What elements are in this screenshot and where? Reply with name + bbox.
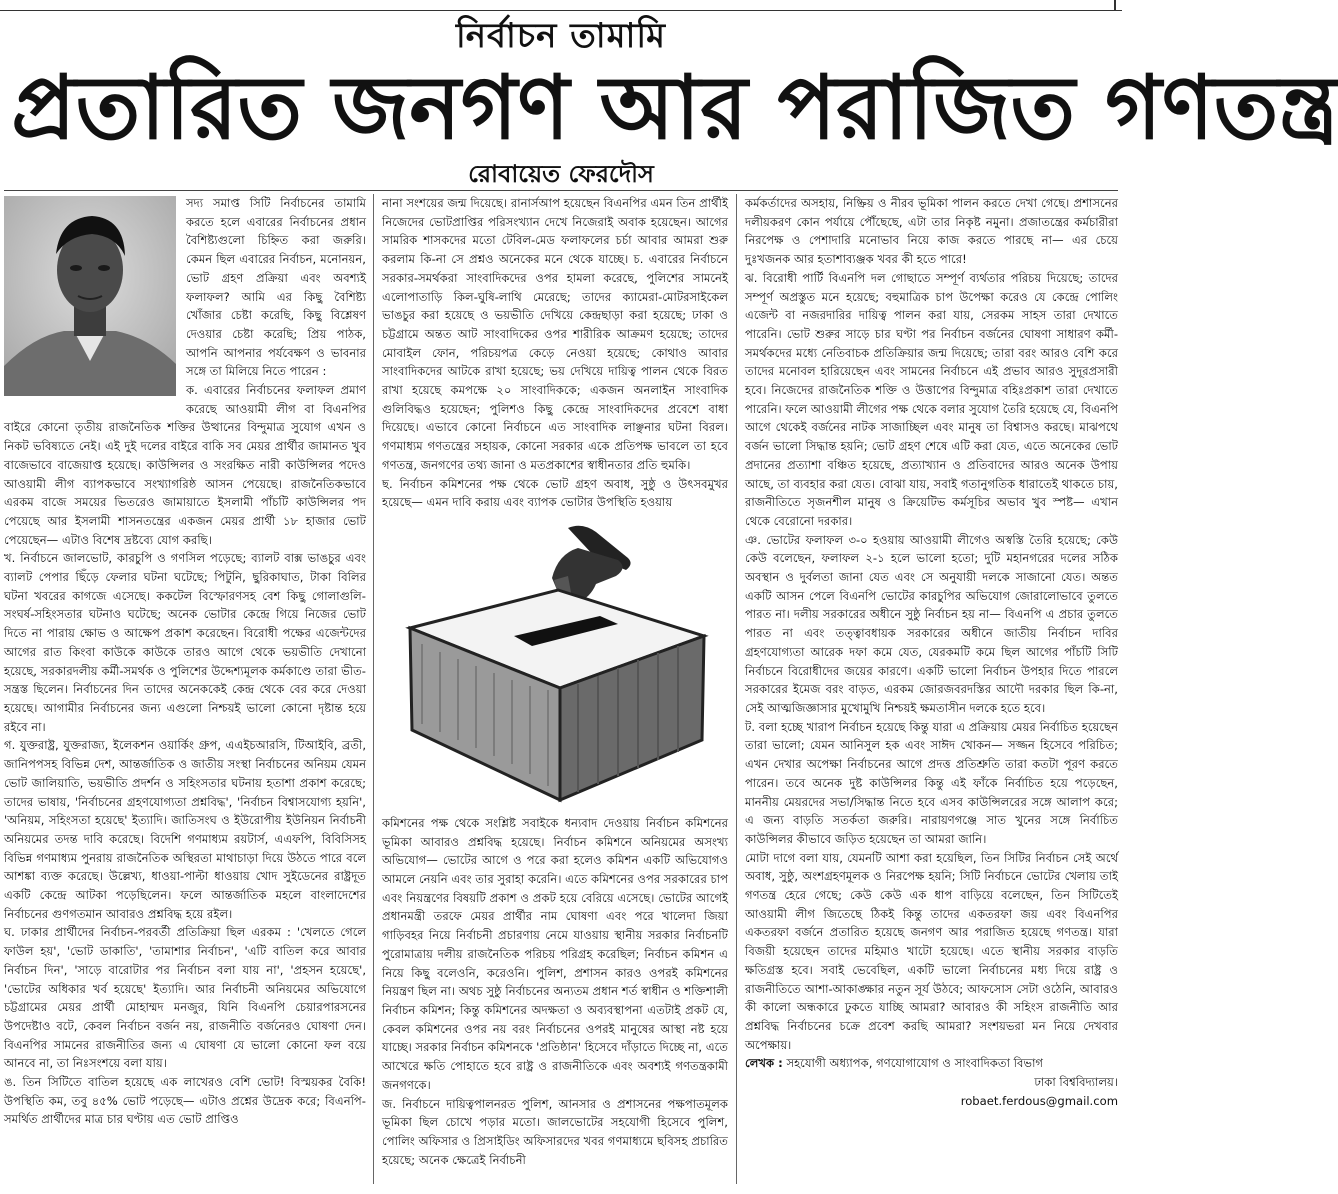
paragraph-conclusion: মোটা দাগে বলা যায়, যেমনটি আশা করা হয়েছিল, তিন সিটির নির্বাচন সেই অর্থে অবাধ, সুষ্ঠু, অংশগ্রহণমূলক ও নিরপেক্ষ হয়নি; সিটি নির্বাচনে ভোটের খেলায় তাই গণতন্ত্র হেরে গেছে; কেউ কেউ এক ধাপ বাড়িয়ে বলেছেন, তিন সিটিতেই আওয়ামী লীগ জিতেছে ঠিকই কিন্তু তাদের একতরফা জয় এবং বিএনপির একতরফা বর্জনে প্রতারিত হয়েছে জনগণ আর পরাজিত হয়েছে গণতন্ত্র। যারা বিজয়ী হয়েছেন তাদের মহিমাও খাটো হয়েছে। এতে স্থানীয় সরকার বাড়তি ক্ষতিগ্রস্ত হবে। সবাই ভেবেছিল, একটি ভালো নির্বাচনের মধ্য দিয়ে রাষ্ট্র ও রাজনীতিতে আশা-আকাঙ্ক্ষার নতুন সূর্য উঠবে; আফসোস সেটা ওঠেনি, আবারও কী কালো অন্ধকারে ঢুকতে যাচ্ছি আমরা? আবারও কী সহিংস রাজনীতি আর প্রশ্নবিদ্ধ নির্বাচনের চক্রে প্রবেশ করছি আমরা? সংশয়ভরা মন নিয়ে দেখবার অপেক্ষায়।	[745, 850, 1118, 1052]
paragraph-jha: জ. নির্বাচনে দায়িত্বপালনরত পুলিশ, আনসার ও প্রশাসনের পক্ষপাতমূলক ভূমিকা ছিল চোখে পড়ার মতো। জালভোটের সহযোগী হিসেবে পুলিশ, পোলিং অফিসার ও প্রিসাইডিং অফিসারদের খবর গণমাধ্যমে ছবিসহ প্রচারিত হয়েছে; অনেক ক্ষেত্রেই নির্বাচনী	[382, 1096, 728, 1167]
ballot-box-illustration	[382, 518, 728, 810]
paragraph-cha: নানা সংশয়ের জন্ম দিয়েছে। রানার্সআপ হয়েছেন বিএনপির এমন তিন প্রার্থীই নিজেদের ভোটপ্রাপ্তির পরিসংখ্যান দেখে নিজেরাই অবাক হয়েছেন। আগের সামরিক শাসকদের মতো টেবিল-মেড ফলাফলের চর্চা আবার আমরা শুরু করলাম কি-না সে প্রশ্নও অনেকের মনে থেকে যাচ্ছে। চ. এবারের নির্বাচনে সরকার-সমর্থকরা সাংবাদিকদের ওপর হামলা করেছে, পুলিশের সামনেই এলোপাতাড়ি কিল-ঘুষি-লাথি মেরেছে; তাদের ক্যামেরা-মোটরসাইকেল ভাঙচুর করা হয়েছে ও ভয়ভীতি দেখিয়ে কেন্দ্রছাড়া করা হয়েছে; ঢাকা ও চট্টগ্রামে অন্তত আট সাংবাদিকের ওপর শারীরিক আক্রমণ হয়েছে; তাদের মোবাইল ফোন, পরিচয়পত্র কেড়ে নেওয়া হয়েছে; কোথাও আবার সাংবাদিকদের আটকে রাখা হয়েছে; ভয় দেখিয়ে দায়িত্ব পালন থেকে বিরত রাখা হয়েছে কমপক্ষে ২০ সাংবাদিককে; একজন অনলাইন সাংবাদিক গুলিবিদ্ধও হয়েছেন; পুলিশও কিছু কেন্দ্রে সাংবাদিকদের প্রবেশে বাধা দিয়েছে। এভাবে কোনো নির্বাচনে এত সাংবাদিক লাঞ্ছনার ঘটনা বিরল। গণমাধ্যম গণতন্ত্রের সহায়ক, কোনো সরকার একে প্রতিপক্ষ ভাবলে তা হবে গণতন্ত্র, জনগণের তথ্য জানা ও মতপ্রকাশের স্বাধীনতার প্রতি হুমকি।	[382, 196, 728, 472]
paragraph-ga: গ. যুক্তরাষ্ট্র, যুক্তরাজ্য, ইলেকশন ওয়ার্কিং গ্রুপ, এএইচআরসি, টিআইবি, ব্রতী, জানিপপসহ বিভিন্ন দেশ, আন্তর্জাতিক ও জাতীয় সংস্থা নির্বাচনের অনিয়ম যেমন ভোট জালিয়াতি, ভয়ভীতি প্রদর্শন ও সহিংসতার ঘটনায় হতাশা প্রকাশ করেছে; তাদের ভাষায়, 'নির্বাচনের গ্রহণযোগ্যতা প্রশ্নবিদ্ধ', 'নির্বাচন বিশ্বাসযোগ্য হয়নি', 'অনিয়ম, সহিংসতা হয়েছে' ইত্যাদি। জাতিসংঘ ও ইউরোপীয় ইউনিয়ন নির্বাচনী অনিয়মের তদন্ত দাবি করেছে। বিদেশি গণমাধ্যম রয়টার্স, এএফপি, বিবিসিসহ বিভিন্ন গণমাধ্যম পুনরায় রাজনৈতিক অস্থিরতা মাথাচাড়া দিয়ে উঠতে পারে বলে আশঙ্কা ব্যক্ত করেছে। উল্লেখ্য, ধাওয়া-পাল্টা ধাওয়ায় খোদ সুইডেনের রাষ্ট্রদূত একটি কেন্দ্রে আটকা পড়েছিলেন। ফলে আন্তর্জাতিক মহলে বাংলাদেশের নির্বাচনের গুণগতমান আবারও প্রশ্নবিদ্ধ হয়ে রইল।	[4, 738, 366, 921]
header-rule	[4, 190, 1118, 191]
column-2	[382, 194, 728, 1186]
paragraph-officials: কর্মকর্তাদের অসহায়, নিষ্ক্রিয় ও নীরব ভূমিকা পালন করতে দেখা গেছে। প্রশাসনের দলীয়করণ কোন পর্যায়ে পৌঁছেছে, এটা তার নিকৃষ্ট নমুনা। প্রজাতন্ত্রের কর্মচারীরা নিরপেক্ষ ও পেশাদারি মনোভাব নিয়ে কাজ করতে পারছে না— এর চেয়ে দুঃখজনক আর হতাশাব্যঞ্জক খবর কী হতে পারে!	[745, 196, 1118, 267]
paragraph-gha: ঘ. ঢাকার প্রার্থীদের নির্বাচন-পরবর্তী প্রতিক্রিয়া ছিল এরকম : 'খেলতে গেলে ফাউল হয়', 'ভোট ডাকাতি', 'তামাশার নির্বাচন', 'এটি বাতিল করে আবার নির্বাচন দিন', 'সাড়ে বারোটার পর নির্বাচন বলা যায় না', 'প্রহসন হয়েছে', 'ভোটের অধিকার খর্ব হয়েছে' ইত্যাদি। আর নির্বাচনী অনিয়মের অভিযোগে চট্টগ্রামের মেয়র প্রার্থী মোহাম্মদ মনজুর, যিনি বিএনপি চেয়ারপারসনের উপদেষ্টাও বটে, কেবল নির্বাচন বর্জন নয়, রাজনীতি বর্জনেরও ঘোষণা দেন। বিএনপির সামনের রাজনীতির জন্য এ ঘোষণা যে ভালো কোনো ফল বয়ে আনবে না, তা নিঃসংশয়ে বলা যায়।	[4, 925, 366, 1071]
author-university: ঢাকা বিশ্ববিদ্যালয়।	[1034, 1075, 1118, 1090]
column-1	[4, 194, 366, 1186]
kicker: নির্বাচন তামামি	[456, 16, 666, 56]
author-email[interactable]: robaet.ferdous@gmail.com	[960, 1093, 1118, 1108]
paragraph-yo: ঞ. ভোটের ফলাফল ৩-০ হওয়ায় আওয়ামী লীগেও অস্বস্তি তৈরি হয়েছে; কেউ কেউ বলেছেন, ফলাফল ২-১ হলে ভালো হতো; দুটি মহানগরের দলের সঠিক অবস্থান ও দুর্বলতা জানা যেত এবং সে অনুযায়ী দলকে সাজানো যেত। অন্তত একটি আসন পেলে বিএনপি ভোটের কারচুপির অভিযোগ জোরালোভাবে তুলতে পারত না। দলীয় সরকারের অধীনে সুষ্ঠু নির্বাচন হয় না— বিএনপি এ প্রচার তুলতে পারত না এবং তত্ত্বাবধায়ক সরকারের অধীনে জাতীয় নির্বাচন দাবির গ্রহণযোগ্যতা আরেক দফা কমে যেত, যেরকমটি কমে ছিল আগের পাঁচটি সিটি নির্বাচনে বিরোধীদের জয়ের কারণে। একটি ভালো নির্বাচন উপহার দিতে পারলে সরকারের ইমেজ বরং বাড়ত, এরকম জোরজবরদস্তির আদৌ দরকার ছিল কি-না, সেই আত্মজিজ্ঞাসার মুখোমুখি নিশ্চয়ই ক্ষমতাসীন দলকে হতে হবে।	[745, 532, 1118, 715]
paragraph-ka: ক. এবারের নির্বাচনের ফলাফল প্রমাণ করেছে আওয়ামী লীগ বা বিএনপির বাইরে কোনো তৃতীয় রাজনৈতিক শক্তির উত্থানের বিন্দুমাত্র সুযোগ এখন ও নিকট ভবিষ্যতে নেই। এই দুই দলের বাইরে বাকি সব মেয়র প্রার্থীর জামানত খুব বাজেভাবে বাজেয়াপ্ত হয়েছে। কাউন্সিলর ও সংরক্ষিত নারী কাউন্সিলর পদেও আওয়ামী লীগ ব্যাপকভাবে সংখ্যাগরিষ্ঠ আসন পেয়েছে। রাজনৈতিকভাবে এরকম বাজে সময়ের ভিতরেও জামায়াতে ইসলামী পাঁচটি কাউন্সিলর পদ পেয়েছে আর ইসলামী শাসনতন্ত্রের একজন মেয়র প্রার্থী ১৮ হাজার ভোট পেয়েছেন— এটাও বিশেষ দ্রষ্টব্যে যোগ করছি।	[4, 383, 366, 547]
author-description: সহযোগী অধ্যাপক, গণযোগাযোগ ও সাংবাদিকতা বিভাগ	[786, 1056, 1044, 1071]
column-divider	[373, 194, 374, 1184]
headline: প্রতারিত জনগণ আর পরাজিত গণতন্ত্র	[11, 56, 1338, 159]
paragraph-to: ট. বলা হচ্ছে খারাপ নির্বাচন হয়েছে কিন্তু যারা এ প্রক্রিয়ায় মেয়র নির্বাচিত হয়েছেন তারা ভালো; যেমন আনিসুল হক এবং সাঈদ খোকন— সজ্জন হিসেবে পরিচিত; এখন দেখার অপেক্ষা নির্বাচনের আগে প্রদত্ত প্রতিশ্রুতি তারা কতটা পূরণ করতে পারেন। তবে অনেক দুষ্ট কাউন্সিলর কিন্তু এই ফাঁকে নির্বাচিত হয়ে পড়েছেন, মাননীয় মেয়রদের সভা/সিদ্ধান্ত নিতে হবে এসব কাউন্সিলরের সঙ্গে আলাপ করে; এ জন্য বাড়তি সতর্কতা জরুরি। নারায়ণগঞ্জে সাত খুনের সঙ্গে নির্বাচিত কাউন্সিলর কীভাবে জড়িত হয়েছেন তা আমরা জানি।	[745, 719, 1118, 846]
paragraph-commission: কমিশনের পক্ষ থেকে সংশ্লিষ্ট সবাইকে ধন্যবাদ দেওয়ায় নির্বাচন কমিশনের ভূমিকা আবারও প্রশ্নবিদ্ধ হয়েছে। নির্বাচন কমিশনে অনিয়মের অসংখ্য অভিযোগ— ভোটের আগে ও পরে করা হলেও কমিশন একটি অভিযোগও আমলে নেয়নি এবং তার সুরাহা করেনি। এতে কমিশনের ওপর সরকারের চাপ এবং নিয়ন্ত্রণের বিষয়টি প্রকাশ ও প্রকট হয়ে বেরিয়ে এসেছে। ভোটের আগেই প্রধানমন্ত্রী তরফে মেয়র প্রার্থীর নাম ঘোষণা এবং পরে খালেদা জিয়া গাড়িবহর নিয়ে নির্বাচনী প্রচারণায় নেমে যাওয়ায় স্থানীয় সরকার নির্বাচনটি পুরোমাত্রায় দলীয় রাজনৈতিক পরিচয় পরিগ্রহ করেছিল; নির্বাচন কমিশন এ নিয়ে কিছু বলেওনি, করেওনি। পুলিশ, প্রশাসন কারও ওপরই কমিশনের নিয়ন্ত্রণ ছিল না। অথচ সুষ্ঠু নির্বাচনের অন্যতম প্রধান শর্ত স্বাধীন ও শক্তিশালী নির্বাচন কমিশন; কিন্তু কমিশনের অদক্ষতা ও অব্যবস্থাপনা এতটাই প্রকট যে, কেবল কমিশনের ওপর নয় বরং নির্বাচনের ওপরই মানুষের আস্থা নষ্ট হয়ে যাচ্ছে। সরকার নির্বাচন কমিশনকে 'প্রতিষ্ঠান' হিসেবে দাঁড়াতে দিচ্ছে না, এতে আখেরে ক্ষতি পোহাতে হবে রাষ্ট্র ও রাজনীতিকে এবং অবশ্যই গণতন্ত্রকামী জনগণকে।	[382, 815, 728, 1092]
author-label: লেখক :	[745, 1056, 783, 1071]
column-divider	[736, 194, 737, 1184]
column-3	[745, 194, 1118, 1186]
paragraph-chha: ছ. নির্বাচন কমিশনের পক্ষ থেকে ভোট গ্রহণ অবাধ, সুষ্ঠু ও উৎসবমুখর হয়েছে— এমন দাবি করায় এবং ব্যাপক ভোটার উপস্থিতি হওয়ায়	[382, 476, 728, 510]
paragraph-kha: খ. নির্বাচনে জালভোট, কারচুপি ও গণসিল পড়েছে; ব্যালট বাক্স ভাঙচুর এবং ব্যালট পেপার ছিঁড়ে ফেলার ঘটনা ঘটেছে; পিটুনি, ছুরিকাঘাত, টাকা বিলির ঘটনা খবরের কাগজে এসেছে। ককটেল বিস্ফোরণসহ বেশ কিছু গোলাগুলি-সংঘর্ষ-সহিংসতার ঘটনাও ঘটেছে; অনেক ভোটার কেন্দ্রে গিয়ে নিজের ভোট দিতে না পারায় ক্ষোভ ও আক্ষেপ প্রকাশ করেছেন। বিরোধী পক্ষের এজেন্টদের আগের রাত কিংবা কাউকে কাউকে তারও আগে থেকে ভয়ভীতি দেখানো হয়েছে, সরকারদলীয় কর্মী-সমর্থক ও পুলিশের উদ্দেশ্যমূলক কর্মকাণ্ডে তারা ভীত-সন্ত্রস্ত ছিলেন। নির্বাচনের দিন তাদের অনেককেই কেন্দ্র থেকে বের করে দেওয়া হয়েছে। আগামীর নির্বাচনের জন্য এগুলো নিশ্চয়ই ভালো কোনো দৃষ্টান্ত হয়ে রইবে না।	[4, 551, 366, 734]
paragraph-jho: ঝ. বিরোধী পার্টি বিএনপি দল গোছাতে সম্পূর্ণ ব্যর্থতার পরিচয় দিয়েছে; তাদের সম্পূর্ণ অপ্রস্তুত মনে হয়েছে; বহুমাত্রিক চাপ উপেক্ষা করেও যে কেন্দ্রে পোলিং এজেন্ট বা নজরদারির দায়িত্ব পালন করা যায়, সেরকম সাহস তারা দেখাতে পারেনি। ভোট শুরুর সাড়ে চার ঘণ্টা পর নির্বাচন বর্জনের ঘোষণা সাধারণ কর্মী-সমর্থকদের মধ্যে নেতিবাচক প্রতিক্রিয়ার জন্ম দিয়েছে; তারা বরং আরও বেশি করে তাদের মনোবল হারিয়েছেন এবং সামনের নির্বাচনে এই প্রভাব আরও সুদূরপ্রসারী হবে। নিজেদের রাজনৈতিক শক্তি ও উত্তাপের বিন্দুমাত্র বহিঃপ্রকাশ তারা দেখাতে পারেনি। ফলে আওয়ামী লীগের পক্ষ থেকে বলার সুযোগ তৈরি হয়েছে যে, বিএনপি আগে থেকেই বর্জনের নাটক সাজাচ্ছিল এবং মানুষ তা বিশ্বাসও করছে। মাঝপথে বর্জন ভালো সিদ্ধান্ত হয়নি; ভোট গ্রহণ শেষে এটি করা যেত, এতে অনেকের ভোট প্রদানের প্রত্যাশা বঞ্চিত হয়েছে, প্রত্যাখ্যান ও প্রতিবাদের আরও অনেক উপায় আছে, তা ব্যবহার করা যেত। বোঝা যায়, সবাই গতানুগতিক ধারাতেই থাকতে চায়, রাজনীতিতে সৃজনশীল মানুষ ও ক্রিয়েটিভ কর্মসূচির অভাব খুব স্পষ্ট— এখান থেকে বেরোনো দরকার।	[745, 270, 1118, 528]
paragraph-umo: ঙ. তিন সিটিতে বাতিল হয়েছে এক লাখেরও বেশি ভোট! বিস্ময়কর বৈকি! উপস্থিতি কম, তবু ৪৫% ভোট পড়েছে— এটাও প্রশ্নের উদ্রেক করে; বিএনপি-সমর্থিত প্রার্থীদের মাত্র চার ঘণ্টায় এত ভোট প্রাপ্তিও	[4, 1075, 366, 1127]
author-photo	[4, 196, 176, 396]
author-note	[745, 1054, 1118, 1073]
intro-paragraph: সদ্য সমাপ্ত সিটি নির্বাচনের তামামি করতে হলে এবারের নির্বাচনের প্রধান বৈশিষ্ট্যগুলো চিহ্নিত করা জরুরি। কেমন ছিল এবারের নির্বাচন, মনোনয়ন, ভোট গ্রহণ প্রক্রিয়া এবং অবশ্যই ফলাফল? আমি এর কিছু বৈশিষ্ট্য খোঁজার চেষ্টা করেছি, কিছু বিশ্লেষণ দেওয়ার চেষ্টা করেছি; প্রিয় পাঠক, আপনি আপনার পর্যবেক্ষণ ও ভাবনার সঙ্গে তা মিলিয়ে নিতে পারেন :	[186, 196, 366, 379]
byline: রোবায়েত ফেরদৌস	[468, 160, 654, 188]
